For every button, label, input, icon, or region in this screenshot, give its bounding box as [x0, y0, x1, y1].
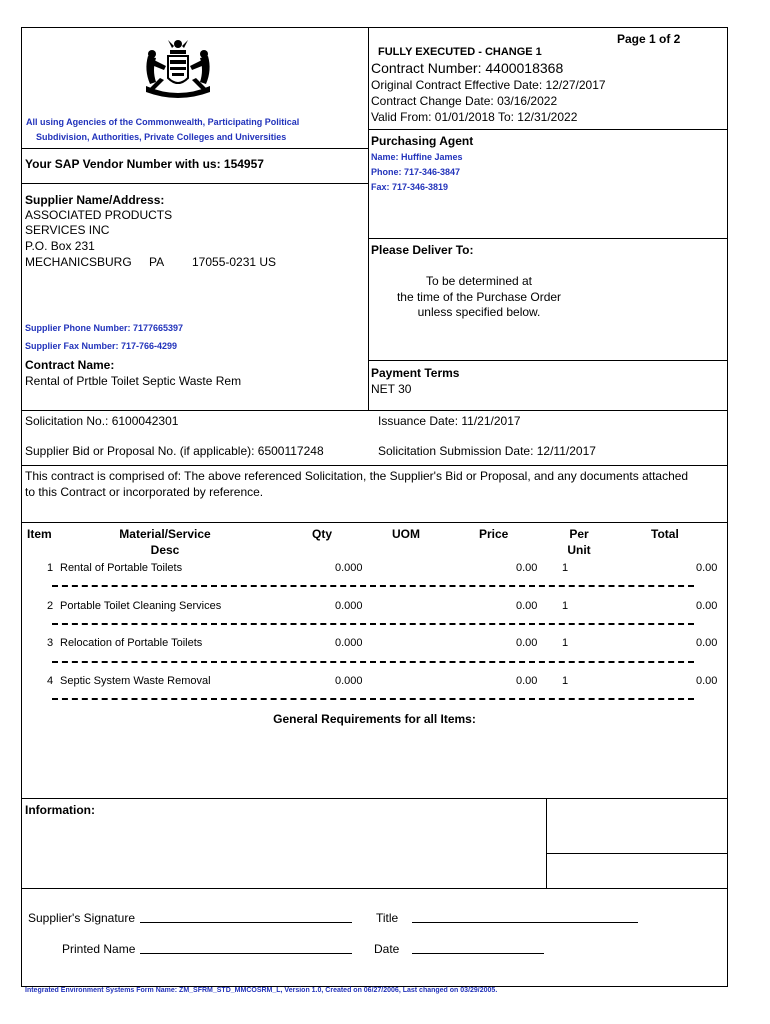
contract-name-value: Rental of Prtble Toilet Septic Waste Rem — [25, 374, 242, 388]
title-label: Title — [376, 911, 399, 925]
supplier-title: Supplier Name/Address: — [25, 193, 165, 207]
table-row — [0, 675, 770, 691]
agent-name: Name: Huffine James — [371, 152, 463, 162]
supplier-line3: P.O. Box 231 — [25, 239, 95, 253]
row-total: 0.00 — [696, 562, 718, 574]
issuance-date: Issuance Date: 11/21/2017 — [378, 414, 521, 428]
row-qty: 0.000 — [335, 562, 363, 574]
table-row — [0, 637, 770, 653]
supplier-zip: 17055-0231 US — [192, 255, 277, 269]
valid-dates: Valid From: 01/01/2018 To: 12/31/2022 — [371, 110, 578, 124]
purchasing-agent-title: Purchasing Agent — [371, 134, 474, 148]
deliver-line1: To be determined at — [425, 274, 533, 288]
submission-date: Solicitation Submission Date: 12/11/2017 — [378, 444, 596, 458]
information-title: Information: — [25, 803, 95, 817]
contract-name-title: Contract Name: — [25, 358, 115, 372]
divider — [21, 465, 728, 466]
row-separator — [52, 585, 694, 587]
payment-terms-value: NET 30 — [371, 382, 412, 396]
contract-number: Contract Number: 4400018368 — [371, 60, 564, 76]
row-desc: Septic System Waste Removal — [60, 675, 211, 687]
divider — [21, 522, 728, 523]
row-price: 0.00 — [516, 675, 538, 687]
agent-fax: Fax: 717-346-3819 — [371, 182, 449, 192]
divider — [368, 360, 728, 361]
row-desc: Rental of Portable Toilets — [60, 562, 183, 574]
change-date: Contract Change Date: 03/16/2022 — [371, 94, 558, 108]
header-qty: Qty — [312, 527, 333, 541]
header-uom: UOM — [392, 527, 420, 541]
row-num: 4 — [47, 675, 54, 687]
header-desc-line2: Desc — [150, 543, 180, 557]
divider — [21, 148, 368, 149]
deliver-line2: the time of the Purchase Order — [396, 290, 562, 304]
header-desc — [100, 527, 230, 557]
row-separator — [52, 698, 694, 700]
row-per: 1 — [562, 600, 569, 612]
pennsylvania-seal-icon — [140, 36, 216, 102]
row-qty: 0.000 — [335, 637, 363, 649]
deliver-to-title: Please Deliver To: — [371, 243, 474, 257]
row-per: 1 — [562, 562, 569, 574]
effective-date: Original Contract Effective Date: 12/27/2017 — [371, 78, 606, 92]
header-desc-line1: Material/Service — [119, 527, 211, 541]
supplier-phone: Supplier Phone Number: 7177665397 — [25, 323, 184, 333]
row-total: 0.00 — [696, 600, 718, 612]
row-per: 1 — [562, 637, 569, 649]
title-line[interactable] — [412, 922, 638, 923]
row-price: 0.00 — [516, 562, 538, 574]
divider — [21, 798, 728, 799]
date-label: Date — [374, 942, 400, 956]
page-number: Page 1 of 2 — [617, 32, 681, 46]
row-desc: Portable Toilet Cleaning Services — [60, 600, 222, 612]
supplier-fax: Supplier Fax Number: 717-766-4299 — [25, 341, 178, 351]
row-qty: 0.000 — [335, 675, 363, 687]
status-label: FULLY EXECUTED - CHANGE 1 — [378, 46, 542, 58]
supplier-city: MECHANICSBURG — [25, 255, 132, 269]
printed-name-line[interactable] — [140, 953, 352, 954]
supplier-line1: ASSOCIATED PRODUCTS — [25, 208, 173, 222]
divider — [21, 183, 368, 184]
table-row — [0, 562, 770, 578]
supplier-state: PA — [149, 255, 165, 269]
header-price: Price — [479, 527, 509, 541]
header-per — [556, 527, 602, 557]
row-total: 0.00 — [696, 675, 718, 687]
row-num: 2 — [47, 600, 54, 612]
divider — [546, 853, 728, 854]
divider — [368, 27, 369, 410]
supplier-signature-line[interactable] — [140, 922, 352, 923]
supplier-signature-label: Supplier's Signature — [28, 911, 136, 925]
general-requirements-title: General Requirements for all Items: — [273, 712, 476, 726]
bid-number: Supplier Bid or Proposal No. (if applicable): 6500117248 — [25, 444, 324, 458]
date-line[interactable] — [412, 953, 544, 954]
row-price: 0.00 — [516, 637, 538, 649]
supplier-line2: SERVICES INC — [25, 223, 110, 237]
header-total: Total — [651, 527, 679, 541]
agent-phone: Phone: 717-346-3847 — [371, 167, 461, 177]
printed-name-label: Printed Name — [62, 942, 136, 956]
deliver-line3: unless specified below. — [417, 305, 541, 319]
row-separator — [52, 661, 694, 663]
row-desc: Relocation of Portable Toilets — [60, 637, 203, 649]
divider — [368, 238, 728, 239]
payment-terms-title: Payment Terms — [371, 366, 460, 380]
header-per-line2: Unit — [567, 543, 591, 557]
sap-vendor-number: Your SAP Vendor Number with us: 154957 — [25, 157, 264, 171]
comprised-line1: This contract is comprised of: The above referenced Solicitation, the Supplier's Bid or Proposal, and any documents attached — [25, 469, 689, 483]
agencies-line1: All using Agencies of the Commonwealth, Participating Political — [26, 117, 300, 127]
row-price: 0.00 — [516, 600, 538, 612]
row-num: 3 — [47, 637, 54, 649]
table-row — [0, 600, 770, 616]
header-item: Item — [27, 527, 52, 541]
divider — [546, 798, 547, 888]
footer-form-name: Integrated Environment Systems Form Name: ZM_SFRM_STD_MMCOSRM_L, Version 1.0, Created on 06/27/2006, Last changed on 03/29/2005. — [25, 987, 498, 994]
row-total: 0.00 — [696, 637, 718, 649]
divider — [368, 129, 728, 130]
row-qty: 0.000 — [335, 600, 363, 612]
divider — [21, 410, 728, 411]
comprised-line2: to this Contract or incorporated by reference. — [25, 485, 264, 499]
header-per-line1: Per — [569, 527, 589, 541]
row-per: 1 — [562, 675, 569, 687]
solicitation-number: Solicitation No.: 6100042301 — [25, 414, 179, 428]
agencies-line2: Subdivision, Authorities, Private Colleges and Universities — [36, 132, 287, 142]
divider — [21, 888, 728, 889]
row-separator — [52, 623, 694, 625]
row-num: 1 — [47, 562, 54, 574]
